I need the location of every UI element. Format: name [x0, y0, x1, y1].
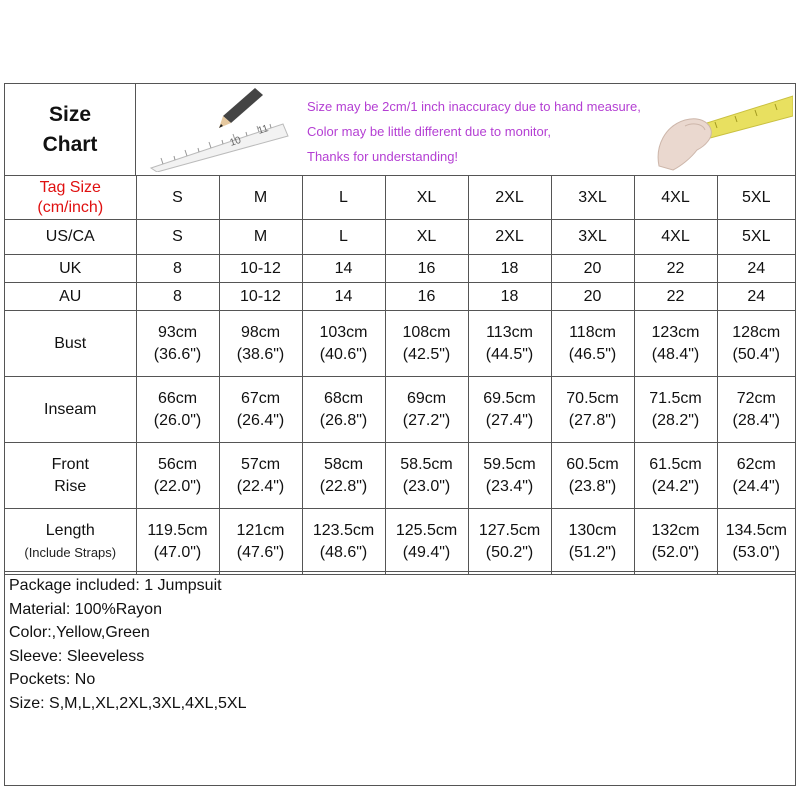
bust-cell [468, 311, 551, 377]
front-rise-inch: (24.4") [732, 477, 780, 495]
product-details [5, 571, 795, 717]
usca-cell: XL [385, 220, 468, 255]
title-line-1: Size [48, 102, 92, 126]
tag-size-row [5, 176, 795, 220]
bust-cm: 98cm [240, 323, 281, 341]
length-cm: 125.5cm [395, 521, 458, 539]
inseam-cell [551, 377, 634, 443]
au-cell: 22 [634, 283, 717, 311]
front-rise-cell [302, 443, 385, 509]
length-inch: (48.6") [319, 543, 368, 561]
length-cm: 121cm [236, 521, 285, 539]
front-rise-cell [219, 443, 302, 509]
ruler-mark-11: 11 [256, 123, 270, 137]
tag-size-label [5, 176, 136, 220]
inseam-cell [219, 377, 302, 443]
length-inch: (49.4") [402, 543, 451, 561]
usca-cell: 4XL [634, 220, 717, 255]
tag-size-cell: S [136, 176, 219, 220]
bust-inch: (50.4") [732, 345, 780, 363]
tag-size-cell: 3XL [551, 176, 634, 220]
chart-header [5, 84, 795, 176]
chart-title [5, 84, 136, 175]
front-rise-inch: (23.0") [402, 477, 451, 495]
bust-cm: 103cm [319, 323, 368, 341]
usca-cell: 2XL [468, 220, 551, 255]
bust-cm: 123cm [651, 323, 700, 341]
uk-cell: 24 [717, 255, 795, 283]
uk-cell: 20 [551, 255, 634, 283]
size-chart [4, 83, 796, 786]
length-cell [468, 509, 551, 575]
header-notes [307, 94, 641, 169]
inseam-cell [634, 377, 717, 443]
detail-color: Color:,Yellow,Green [9, 624, 150, 641]
tag-size-cell: XL [385, 176, 468, 220]
length-inch: (47.0") [153, 543, 202, 561]
length-cell [385, 509, 468, 575]
inseam-cm: 67cm [240, 389, 281, 407]
au-label: AU [5, 283, 136, 311]
length-cell [302, 509, 385, 575]
usca-cell: 3XL [551, 220, 634, 255]
au-cell: 24 [717, 283, 795, 311]
length-label-line-1: Length [45, 521, 95, 539]
usca-label: US/CA [5, 220, 136, 255]
tag-size-label-line-2: (cm/inch) [37, 198, 104, 216]
tag-size-cell: 2XL [468, 176, 551, 220]
note-measure: Size may be 2cm/1 inch inaccuracy due to hand measure, [307, 99, 641, 114]
length-inch: (53.0") [732, 543, 780, 561]
front-rise-cell [717, 443, 795, 509]
length-cell [717, 509, 795, 575]
front-rise-inch: (23.8") [568, 477, 617, 495]
inseam-cm: 72cm [736, 389, 776, 407]
bust-cell [717, 311, 795, 377]
inseam-cm: 71.5cm [649, 389, 702, 407]
length-cm: 130cm [568, 521, 617, 539]
length-cell [634, 509, 717, 575]
pencil-ruler-illustration [143, 86, 293, 172]
usca-cell: 5XL [717, 220, 795, 255]
uk-cell: 8 [136, 255, 219, 283]
front-rise-cm: 58cm [323, 455, 364, 473]
uk-cell: 10-12 [219, 255, 302, 283]
front-rise-cm: 62cm [736, 455, 776, 473]
uk-cell: 18 [468, 255, 551, 283]
length-cell [219, 509, 302, 575]
length-inch: (51.2") [568, 543, 617, 561]
au-cell: 18 [468, 283, 551, 311]
au-cell: 10-12 [219, 283, 302, 311]
bust-cell [385, 311, 468, 377]
au-cell: 16 [385, 283, 468, 311]
length-inch: (52.0") [651, 543, 700, 561]
bust-inch: (48.4") [651, 345, 700, 363]
inseam-inch: (26.4") [236, 411, 285, 429]
ruler-mark-10: 10 [228, 134, 243, 149]
front-rise-cm: 59.5cm [483, 455, 536, 473]
inseam-cm: 70.5cm [566, 389, 619, 407]
front-rise-inch: (23.4") [485, 477, 534, 495]
inseam-cm: 68cm [323, 389, 364, 407]
inseam-cell [385, 377, 468, 443]
length-label-line-2: (Include Straps) [24, 544, 117, 560]
length-cm: 132cm [651, 521, 700, 539]
bust-label: Bust [5, 311, 136, 377]
inseam-row [5, 377, 795, 443]
front-rise-cell [136, 443, 219, 509]
bust-cell [219, 311, 302, 377]
bust-cell [634, 311, 717, 377]
au-cell: 14 [302, 283, 385, 311]
front-rise-cell [468, 443, 551, 509]
inseam-inch: (27.2") [402, 411, 451, 429]
inseam-inch: (28.2") [651, 411, 700, 429]
front-rise-label-line-1: Front [51, 455, 89, 473]
length-label [5, 509, 136, 575]
length-cm: 127.5cm [478, 521, 541, 539]
bust-row [5, 311, 795, 377]
au-cell: 20 [551, 283, 634, 311]
size-table [5, 175, 795, 575]
tag-size-label-line-1: Tag Size [39, 178, 101, 196]
bust-cm: 93cm [157, 323, 198, 341]
bust-inch: (44.5") [485, 345, 534, 363]
inseam-cm: 69cm [406, 389, 447, 407]
detail-pockets: Pockets: No [9, 671, 96, 688]
length-inch: (47.6") [236, 543, 285, 561]
bust-cell [302, 311, 385, 377]
length-inch: (50.2") [485, 543, 534, 561]
front-rise-cm: 61.5cm [649, 455, 702, 473]
front-rise-cell [551, 443, 634, 509]
length-cm: 123.5cm [312, 521, 375, 539]
hand-tape-illustration [645, 86, 793, 172]
bust-cm: 113cm [486, 323, 533, 341]
bust-cm: 118cm [569, 323, 616, 341]
bust-inch: (38.6") [236, 345, 285, 363]
detail-material: Material: 100%Rayon [9, 600, 162, 618]
usca-cell: L [302, 220, 385, 255]
inseam-inch: (28.4") [732, 411, 780, 429]
tag-size-cell: L [302, 176, 385, 220]
detail-package: Package included: 1 Jumpsuit [9, 577, 222, 594]
title-line-2: Chart [42, 132, 98, 156]
bust-inch: (42.5") [402, 345, 451, 363]
front-rise-cm: 60.5cm [566, 455, 619, 473]
inseam-inch: (27.4") [485, 411, 534, 429]
uk-cell: 14 [302, 255, 385, 283]
usca-cell: M [219, 220, 302, 255]
front-rise-inch: (24.2") [651, 477, 700, 495]
uk-cell: 16 [385, 255, 468, 283]
note-color: Color may be little different due to monitor, [307, 124, 551, 139]
front-rise-cm: 56cm [157, 455, 198, 473]
inseam-cell [717, 377, 795, 443]
length-cm: 119.5cm [147, 521, 208, 539]
bust-cell [551, 311, 634, 377]
inseam-inch: (27.8") [568, 411, 617, 429]
inseam-cell [468, 377, 551, 443]
bust-inch: (36.6") [153, 345, 202, 363]
detail-sleeve: Sleeve: Sleeveless [9, 647, 145, 665]
tag-size-cell: 5XL [717, 176, 795, 220]
bust-inch: (46.5") [568, 345, 617, 363]
detail-size: Size: S,M,L,XL,2XL,3XL,4XL,5XL [9, 694, 247, 712]
front-rise-label [5, 443, 136, 509]
inseam-cm: 66cm [157, 389, 198, 407]
au-row [5, 283, 795, 311]
inseam-cm: 69.5cm [483, 389, 536, 407]
length-cell [136, 509, 219, 575]
usca-cell: S [136, 220, 219, 255]
tag-size-cell: 4XL [634, 176, 717, 220]
bust-inch: (40.6") [319, 345, 368, 363]
front-rise-cm: 58.5cm [400, 455, 453, 473]
inseam-cell [136, 377, 219, 443]
tag-size-cell: M [219, 176, 302, 220]
length-cm: 134.5cm [725, 521, 787, 539]
inseam-inch: (26.0") [153, 411, 202, 429]
inseam-cell [302, 377, 385, 443]
front-rise-inch: (22.0") [153, 477, 202, 495]
uk-row [5, 255, 795, 283]
front-rise-label-line-2: Rise [54, 477, 87, 495]
front-rise-cm: 57cm [240, 455, 281, 473]
front-rise-row [5, 443, 795, 509]
usca-row [5, 220, 795, 255]
bust-cm: 128cm [732, 323, 781, 341]
au-cell: 8 [136, 283, 219, 311]
bust-cell [136, 311, 219, 377]
inseam-label: Inseam [5, 377, 136, 443]
length-row [5, 509, 795, 575]
bust-cm: 108cm [402, 323, 451, 341]
front-rise-cell [634, 443, 717, 509]
note-thanks: Thanks for understanding! [307, 149, 459, 164]
uk-cell: 22 [634, 255, 717, 283]
uk-label: UK [5, 255, 136, 283]
front-rise-cell [385, 443, 468, 509]
front-rise-inch: (22.4") [236, 477, 285, 495]
front-rise-inch: (22.8") [319, 477, 368, 495]
length-cell [551, 509, 634, 575]
inseam-inch: (26.8") [319, 411, 368, 429]
